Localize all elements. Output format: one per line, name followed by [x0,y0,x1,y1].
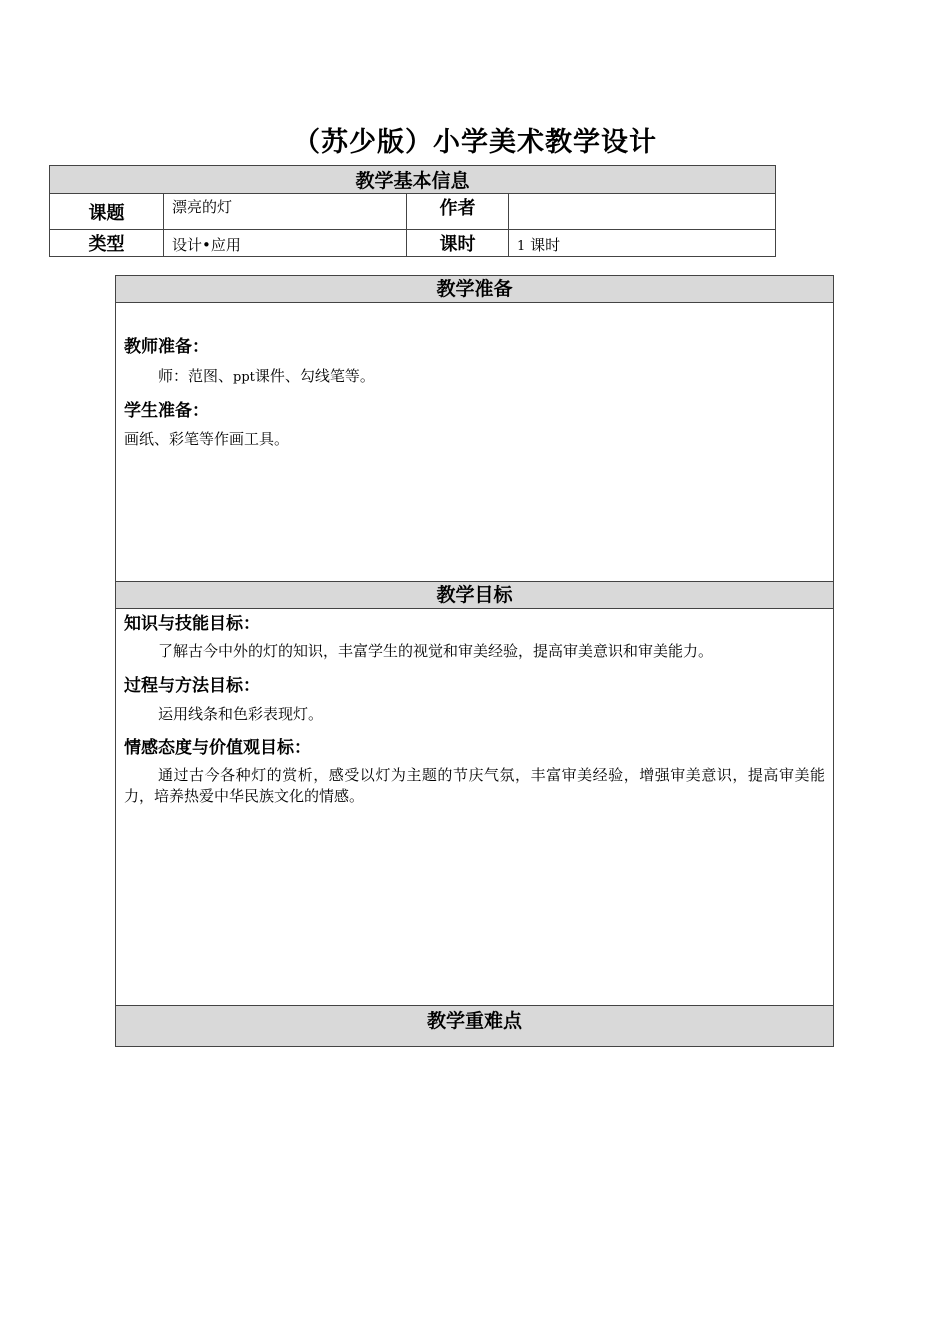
teacher-prep-text [124,366,825,388]
objectives-header: 教学目标 [116,582,833,609]
period-label: 课时 [407,230,509,257]
emotion-label: 情感态度与价值观目标： [124,738,311,758]
teacher-prep-suffix: 课件、勾线笔等。 [254,367,375,385]
objectives-section [115,581,834,1007]
period-value [509,230,776,257]
teacher-prep-prefix: 师：范图、 [158,367,234,385]
knowledge-text: 了解古今中外的灯的知识，丰富学生的视觉和审美经验，提高审美意识和审美能力。 [158,642,714,660]
teacher-prep-label: 教师准备： [124,337,209,357]
period-unit: 课时 [530,235,561,254]
student-prep-text: 画纸、彩笔等作画工具。 [124,430,290,448]
period-number: 1 [517,238,526,254]
type-value: 设计•应用 [164,230,407,257]
key-points-section [115,1005,834,1047]
topic-value: 漂亮的灯 [164,194,407,230]
page-title: （苏少版）小学美术教学设计 [293,127,657,158]
basic-info-table [49,165,776,257]
author-value [509,194,776,230]
author-label: 作者 [407,194,509,230]
knowledge-label: 知识与技能目标： [124,614,260,634]
type-label: 类型 [50,230,164,257]
preparation-section [115,275,834,582]
topic-label: 课题 [50,194,164,230]
key-points-header: 教学重难点 [426,1010,522,1032]
basic-info-header: 教学基本信息 [50,166,776,194]
student-prep-label: 学生准备： [124,401,209,421]
preparation-header: 教学准备 [116,276,833,303]
emotion-text: 通过古今各种灯的赏析，感受以灯为主题的节庆气氛，丰富审美经验，增强审美意识，提高审美能力，培养热爱中华民族文化的情感。 [124,766,825,805]
process-text: 运用线条和色彩表现灯。 [158,705,324,723]
teacher-prep-ppt: ppt [233,370,255,385]
process-label: 过程与方法目标： [124,676,260,696]
